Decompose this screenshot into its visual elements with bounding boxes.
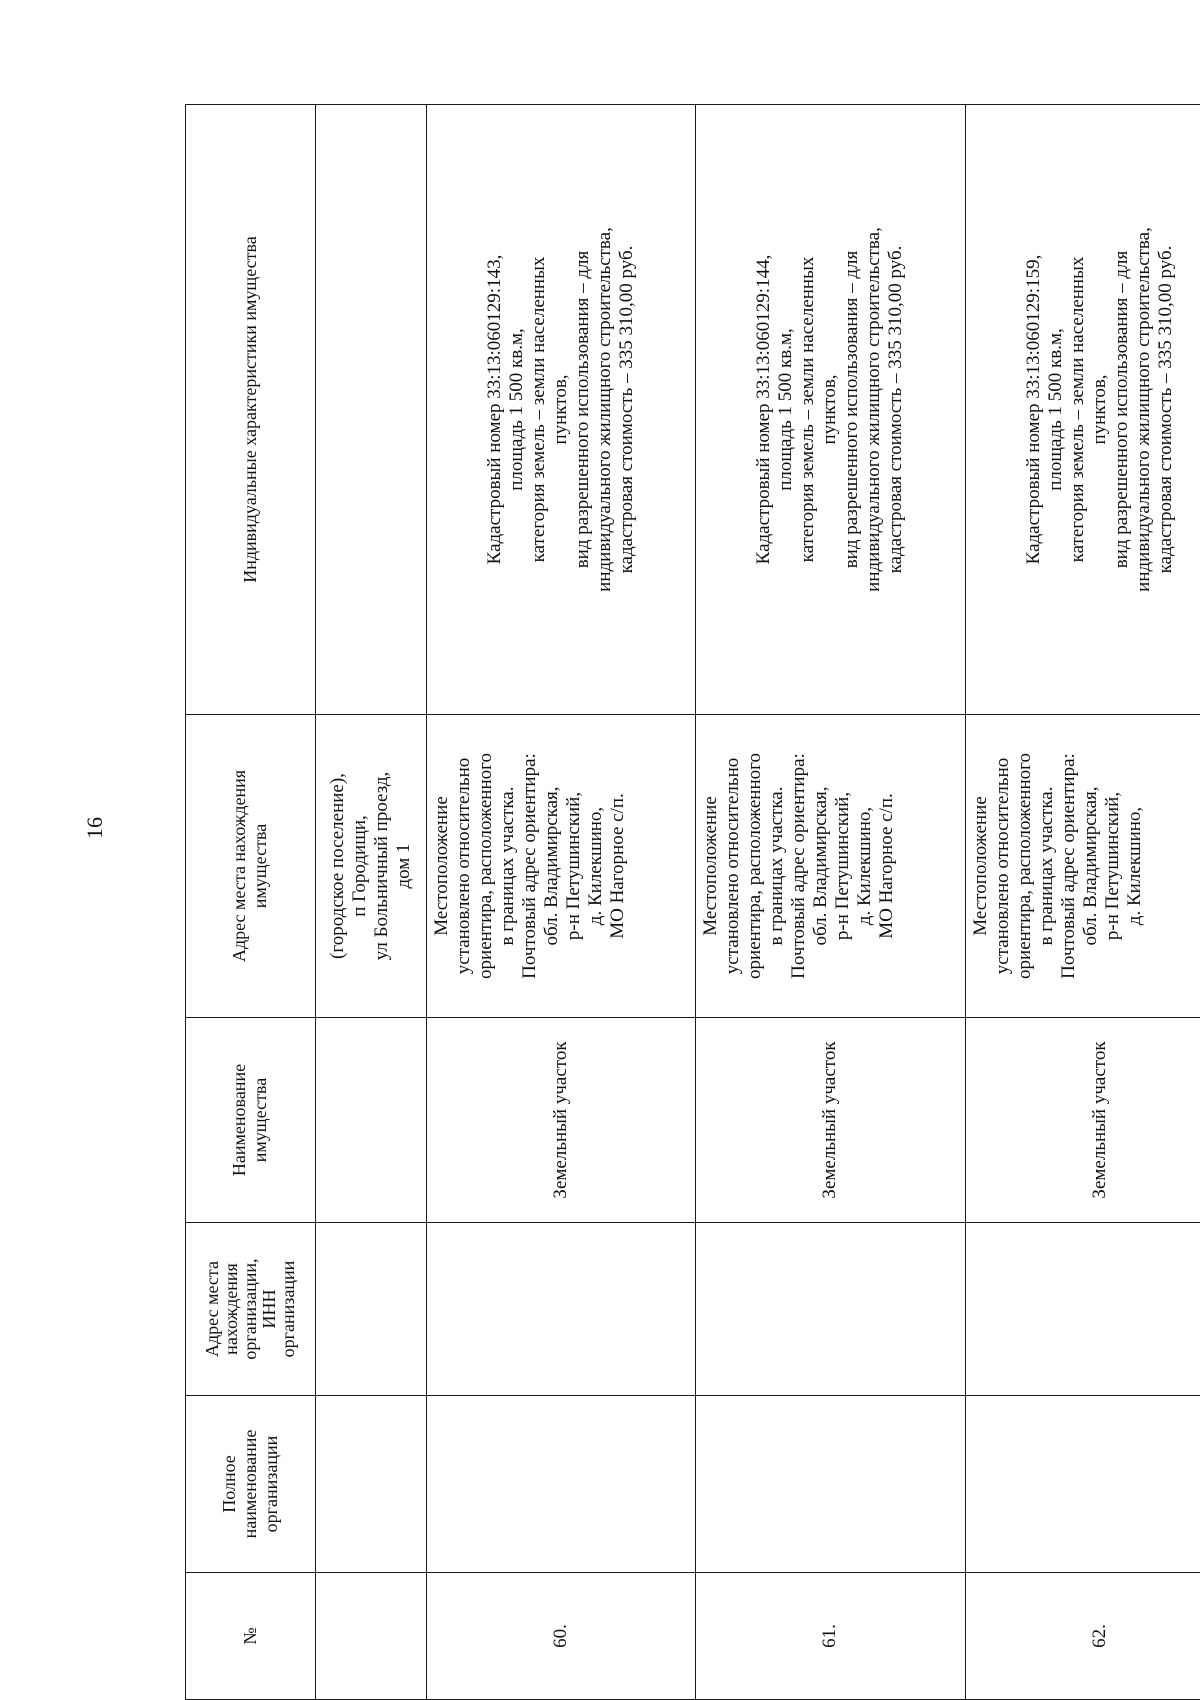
characteristic-line: индивидуального жилищного строительства,: [594, 227, 616, 592]
header-text: Наименование: [229, 1063, 250, 1177]
address-line: д. Килекшино,: [854, 806, 876, 926]
characteristic-line: вид разрешенного использования – для: [1110, 250, 1132, 569]
cell-property-address: [315, 715, 426, 1018]
address-line: р-н Петушинский,: [832, 791, 854, 941]
characteristic-line: пунктов,: [550, 374, 572, 445]
address-line: дом 1: [392, 843, 414, 889]
cell-property-address: [696, 715, 965, 1018]
address-line: ориентира, расположенного: [1013, 753, 1035, 979]
header-num: №: [186, 1573, 316, 1700]
header-characteristics: Индивидуальные характеристики имущества: [186, 105, 316, 715]
cell-property-address: [426, 715, 695, 1018]
address-line: д. Килекшино,: [1123, 806, 1145, 926]
property-table: [185, 104, 1200, 1700]
address-line: (городское поселение),: [326, 773, 348, 959]
characteristic-line: пунктов,: [819, 374, 841, 445]
header-text: организации: [260, 1435, 281, 1533]
header-property-address: [186, 715, 316, 1018]
address-line: в границах участка.: [496, 786, 518, 946]
header-text: нахождения: [220, 1263, 241, 1355]
cell-property-name: Земельный участок: [965, 1018, 1200, 1223]
address-line: установлено относительно: [722, 757, 744, 975]
header-text: наименование: [239, 1429, 260, 1539]
address-line: установлено относительно: [452, 757, 474, 975]
property-table-container: [185, 105, 1200, 1700]
address-line: Почтовый адрес ориентира:: [788, 753, 810, 979]
address-line: обл. Владимирская,: [810, 786, 832, 946]
address-line: д. Килекшино,: [584, 806, 606, 926]
characteristic-line: категория земель – земли населенных: [528, 256, 550, 563]
address-line: р-н Петушинский,: [1101, 791, 1123, 941]
header-org-name: [186, 1396, 316, 1573]
characteristic-line: кадастровая стоимость – 335 310,00 руб.: [1154, 245, 1176, 574]
characteristic-line: кадастровая стоимость – 335 310,00 руб.: [885, 245, 907, 574]
cell-org-address: [696, 1223, 965, 1396]
address-line: Почтовый адрес ориентира:: [518, 753, 540, 979]
cell-org-name: [696, 1396, 965, 1573]
cell-org-address: [965, 1223, 1200, 1396]
cell-property-address: [965, 715, 1200, 1018]
characteristic-line: Кадастровый номер 33:13:060129:144,: [753, 254, 775, 565]
cell-org-address: [426, 1223, 695, 1396]
cell-property-name: Земельный участок: [696, 1018, 965, 1223]
characteristic-line: индивидуального жилищного строительства,: [863, 227, 885, 592]
header-text: Адрес места нахождения: [229, 769, 250, 963]
address-line: МО Нагорное с/п.: [876, 793, 898, 939]
characteristic-line: пунктов,: [1088, 374, 1110, 445]
table-row: [426, 105, 695, 1700]
header-text: имущества: [250, 1077, 271, 1163]
cell-num: 60.: [426, 1573, 695, 1700]
cell-num: [315, 1573, 426, 1700]
header-text: Адрес места: [201, 1261, 222, 1357]
table-row-continuation: [315, 105, 426, 1700]
cell-org-address: [315, 1223, 426, 1396]
address-line: ориентира, расположенного: [744, 753, 766, 979]
header-org-address: [186, 1223, 316, 1396]
header-text: организации,: [239, 1258, 260, 1360]
header-text: организации: [277, 1260, 298, 1358]
page-number-text: 16: [82, 817, 107, 839]
cell-characteristics: [696, 105, 965, 715]
cell-characteristics: [965, 105, 1200, 715]
address-line: Местоположение: [430, 796, 452, 936]
address-line: ул Больничный проезд,: [370, 771, 392, 961]
table-header-row: [186, 105, 316, 1700]
address-line: Почтовый адрес ориентира:: [1057, 753, 1079, 979]
characteristic-line: Кадастровый номер 33:13:060129:143,: [484, 254, 506, 565]
address-line: Местоположение: [969, 796, 991, 936]
cell-org-name: [315, 1396, 426, 1573]
header-text: имущества: [250, 823, 271, 909]
characteristic-line: категория земель – земли населенных: [1066, 256, 1088, 563]
header-text: ИНН: [258, 1289, 279, 1329]
cell-property-name: Земельный участок: [426, 1018, 695, 1223]
cell-num: 62.: [965, 1573, 1200, 1700]
address-line: ориентира, расположенного: [474, 753, 496, 979]
cell-org-name: [426, 1396, 695, 1573]
characteristic-line: площадь 1 500 кв.м,: [775, 328, 797, 491]
address-line: МО Нагорное с/п.: [606, 793, 628, 939]
header-text: Полное: [218, 1455, 239, 1513]
table-row: [965, 105, 1200, 1700]
characteristic-line: площадь 1 500 кв.м,: [506, 328, 528, 491]
cell-characteristics: [426, 105, 695, 715]
address-line: п Городищи,: [348, 815, 370, 917]
table-row: [696, 105, 965, 1700]
characteristic-line: индивидуального жилищного строительства,: [1132, 227, 1154, 592]
characteristic-line: кадастровая стоимость – 335 310,00 руб.: [616, 245, 638, 574]
address-line: обл. Владимирская,: [540, 786, 562, 946]
characteristic-line: площадь 1 500 кв.м,: [1044, 328, 1066, 491]
address-line: установлено относительно: [991, 757, 1013, 975]
address-line: Местоположение: [700, 796, 722, 936]
page-number: [82, 817, 125, 848]
cell-characteristics: [315, 105, 426, 715]
address-line: в границах участка.: [1035, 786, 1057, 946]
header-property-name: [186, 1018, 316, 1223]
address-line: р-н Петушинский,: [562, 791, 584, 941]
characteristic-line: категория земель – земли населенных: [797, 256, 819, 563]
cell-property-name: [315, 1018, 426, 1223]
characteristic-line: вид разрешенного использования – для: [841, 250, 863, 569]
address-line: в границах участка.: [766, 786, 788, 946]
cell-org-name: [965, 1396, 1200, 1573]
address-line: обл. Владимирская,: [1079, 786, 1101, 946]
characteristic-line: вид разрешенного использования – для: [572, 250, 594, 569]
characteristic-line: Кадастровый номер 33:13:060129:159,: [1022, 254, 1044, 565]
cell-num: 61.: [696, 1573, 965, 1700]
